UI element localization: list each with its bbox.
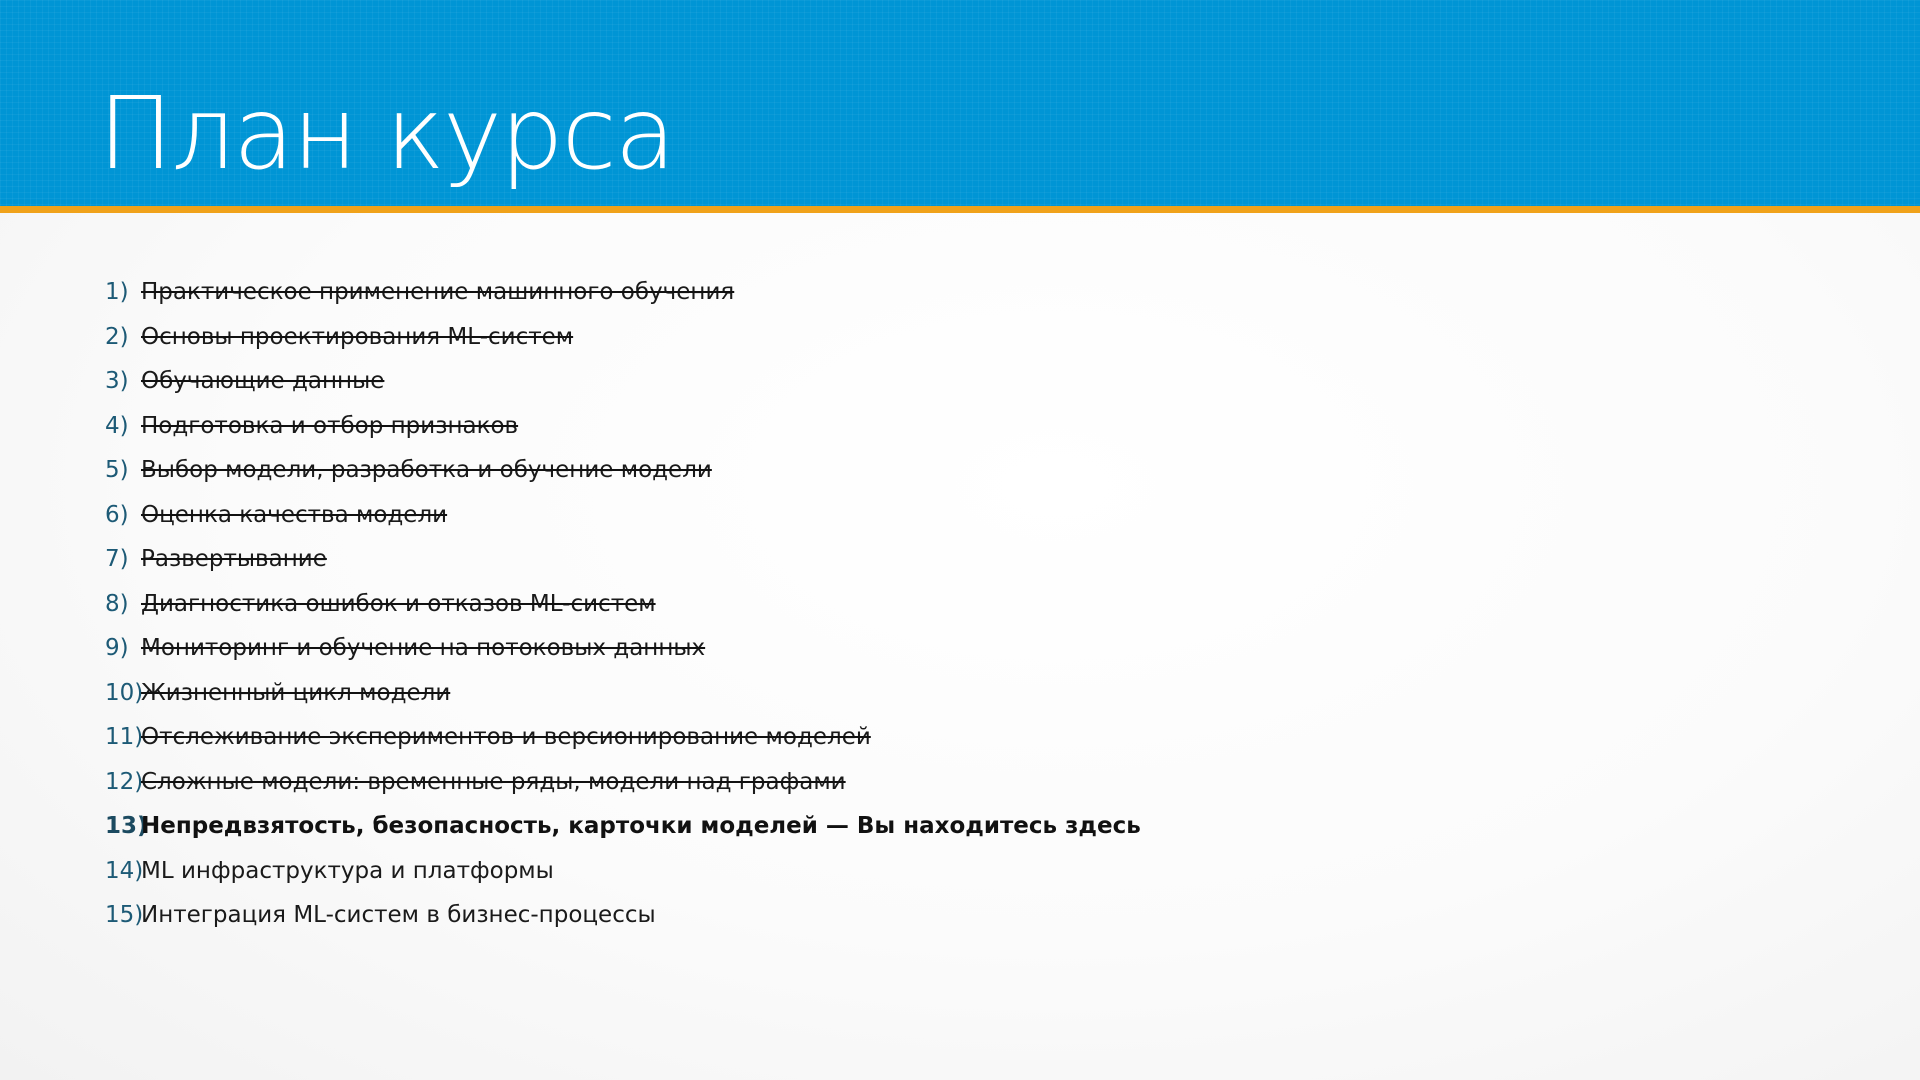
item-number: 9) [105, 635, 129, 661]
item-text: Оценка качества модели [141, 501, 448, 528]
item-number: 7) [105, 546, 129, 572]
agenda-item-11 [105, 715, 1141, 760]
item-number: 2) [105, 323, 129, 350]
agenda-item-12 [105, 760, 1141, 805]
agenda-item-4 [105, 404, 1141, 449]
agenda-item-15 [105, 893, 1141, 938]
item-number: 13) [105, 813, 148, 839]
item-text: Сложные модели: временные ряды, модели над графами [141, 768, 846, 795]
item-number: 1) [105, 279, 129, 305]
item-text: Развертывание [141, 546, 327, 572]
agenda-item-3 [105, 359, 1141, 404]
item-number: 10) [105, 679, 144, 706]
item-text: Интеграция ML-систем в бизнес-процессы [141, 902, 656, 928]
item-text: ML инфраструктура и платформы [141, 857, 554, 884]
agenda-item-10 [105, 671, 1141, 716]
item-text: Отслеживание экспериментов и версионирование моделей [141, 724, 871, 750]
item-number: 14) [105, 857, 144, 884]
item-text: Выбор модели, разработка и обучение модели [141, 457, 712, 483]
agenda-item-9 [105, 626, 1141, 671]
agenda-item-1 [105, 270, 1141, 315]
item-text: Диагностика ошибок и отказов ML-систем [141, 590, 656, 617]
item-text: Жизненный цикл модели [141, 679, 451, 706]
agenda-item-6 [105, 493, 1141, 538]
slide-title: План курса [98, 75, 674, 192]
item-number: 3) [105, 368, 129, 394]
item-number: 8) [105, 590, 129, 617]
item-text: Непредвзятость, безопасность, карточки моделей — Вы находитесь здесь [141, 813, 1141, 839]
item-number: 12) [105, 768, 144, 795]
item-number: 15) [105, 902, 144, 928]
item-number: 6) [105, 501, 129, 528]
item-text: Основы проектирования ML-систем [141, 323, 574, 350]
agenda-item-13-current [105, 804, 1141, 849]
item-text: Мониторинг и обучение на потоковых данных [141, 635, 706, 661]
course-agenda-list [105, 270, 1141, 938]
agenda-item-8 [105, 582, 1141, 627]
item-number: 11) [105, 724, 144, 750]
agenda-item-5 [105, 448, 1141, 493]
item-text: Подготовка и отбор признаков [141, 412, 519, 439]
item-number: 4) [105, 412, 129, 439]
agenda-item-14 [105, 849, 1141, 894]
accent-stripe [0, 206, 1920, 213]
agenda-item-7 [105, 537, 1141, 582]
agenda-item-2 [105, 315, 1141, 360]
item-text: Обучающие данные [141, 368, 385, 394]
item-number: 5) [105, 457, 129, 483]
item-text: Практическое применение машинного обучения [141, 279, 735, 305]
